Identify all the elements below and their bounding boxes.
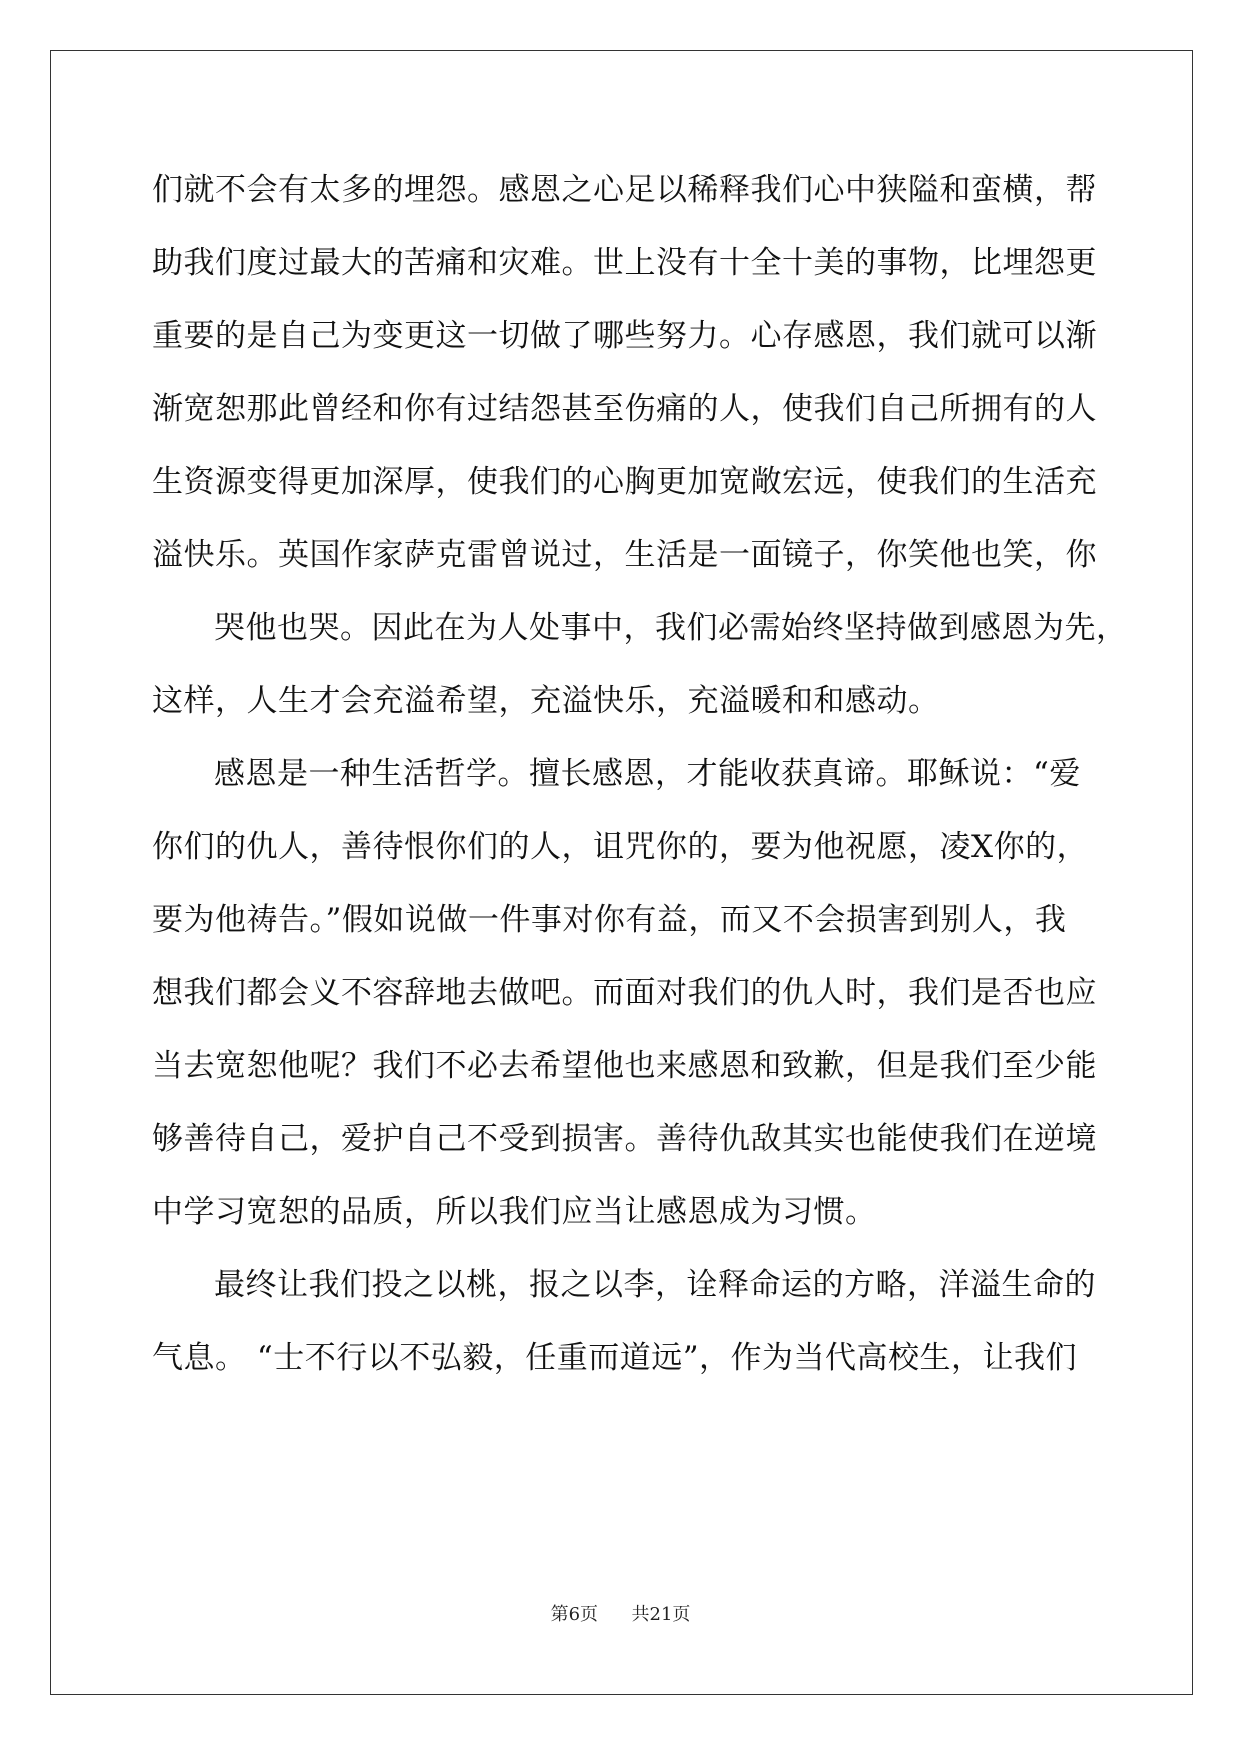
text-line: 渐宽恕那此曾经和你有过结怨甚至伤痛的人，使我们自己所拥有的人 bbox=[152, 391, 1097, 427]
page-number: 第6页 bbox=[550, 1604, 599, 1625]
text-line: 哭他也哭。因此在为人处事中，我们必需始终坚持做到感恩为先， bbox=[214, 610, 1128, 646]
text-line: 助我们度过最大的苦痛和灾难。世上没有十全十美的事物，比埋怨更 bbox=[152, 245, 1097, 281]
text-line: 中学习宽恕的品质，所以我们应当让感恩成为习惯。 bbox=[152, 1194, 877, 1230]
page-footer bbox=[0, 1600, 1241, 1626]
text-line: 当去宽恕他呢？我们不必去希望他也来感恩和致歉，但是我们至少能 bbox=[152, 1048, 1097, 1084]
text-line: 生资源变得更加深厚，使我们的心胸更加宽敞宏远，使我们的生活充 bbox=[152, 464, 1097, 500]
text-line: 想我们都会义不容辞地去做吧。而面对我们的仇人时，我们是否也应 bbox=[152, 975, 1097, 1011]
text-line: 够善待自己，爱护自己不受到损害。善待仇敌其实也能使我们在逆境 bbox=[152, 1121, 1097, 1157]
text-line: 要为他祷告。”假如说做一件事对你有益，而又不会损害到别人，我 bbox=[152, 902, 1067, 938]
text-line: 溢快乐。英国作家萨克雷曾说过，生活是一面镜子，你笑他也笑，你 bbox=[152, 537, 1097, 573]
text-line: 气息。 “士不行以不弘毅，任重而道远”，作为当代高校生，让我们 bbox=[152, 1340, 1078, 1376]
text-line: 最终让我们投之以桃，报之以李，诠释命运的方略，洋溢生命的 bbox=[214, 1267, 1096, 1303]
text-line: 感恩是一种生活哲学。擅长感恩，才能收获真谛。耶稣说：“爱 bbox=[214, 756, 1081, 792]
text-line: 们就不会有太多的埋怨。感恩之心足以稀释我们心中狭隘和蛮横，帮 bbox=[152, 172, 1097, 208]
page-total: 共21页 bbox=[631, 1604, 691, 1625]
text-line: 你们的仇人，善待恨你们的人，诅咒你的，要为他祝愿，凌X你的， bbox=[152, 829, 1089, 865]
text-line: 这样，人生才会充溢希望，充溢快乐，充溢暖和和感动。 bbox=[152, 683, 940, 719]
text-line: 重要的是自己为变更这一切做了哪些努力。心存感恩，我们就可以渐 bbox=[152, 318, 1097, 354]
